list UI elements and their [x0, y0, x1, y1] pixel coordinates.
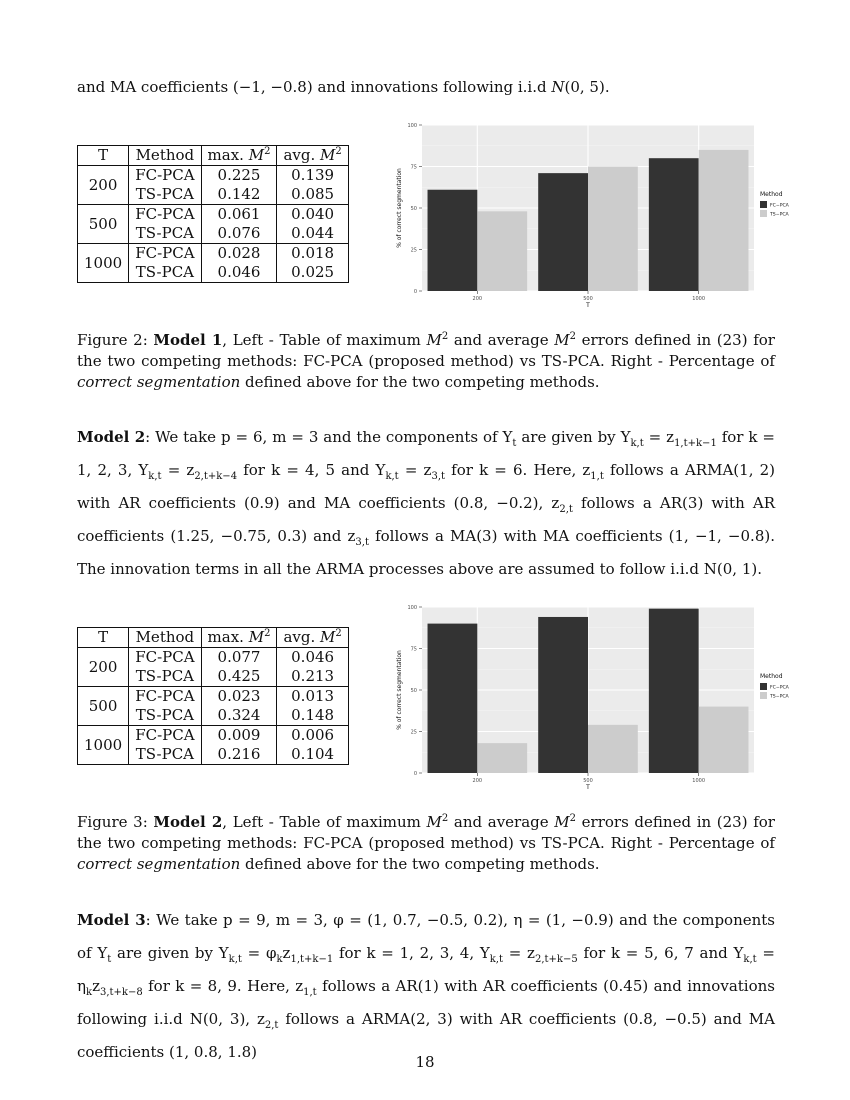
bar-1000-ts-pca — [699, 707, 749, 773]
bar-chart-model2 — [392, 600, 792, 800]
bar-500-fc-pca — [538, 617, 588, 773]
model3-paragraph: Model 3: We take p = 9, m = 3, φ = (1, 0.7, −0.5, 0.2), η = (1, −0.9) and the components of $Y_t$ are given by $Y_{k,t} = \varphi_kz_{1,t+k-1}$ for k = 1, 2, 3, 4, $Y_{k,t} = z_{2,t+k-5}$ for k = 5, 6, 7 and $Y_{k,t} = \eta_kz_{3,t+k-8}$ for k = 8, 9. Here, $z_{1,t}$ follows a AR(1) with AR coefficients (0.45) and innovations following i.i.d N(0, 3), $z_{2,t}$ follows a ARMA(2, 3) with AR coefficients (0.8, −0.5) and MA coefficients (1, 0.8, 1.8) — [77, 911, 775, 1061]
model2-paragraph: Model 2: We take p = 6, m = 3 and the components of $Y_t$ are given by $Y_{k,t} = z_{1,t+k-1}$ for k = 1, 2, 3, $Y_{k,t} = z_{2,t+k-4}$ for k = 4, 5 and $Y_{k,t} = z_{3,t}$ for k = 6. Here, $z_{1,t}$ follows a ARMA(1, 2) with AR coefficients (0.9) and MA coefficients (0.8, −0.2), $z_{2,t}$ follows a AR(3) with AR coefficients (1.25, −0.75, 0.3) and $z_{3,t}$ follows a MA(3) with MA coefficients (1, −1, −0.8). The innovation terms in all the ARMA processes above are assumed to follow i.i.d N(0, 1). — [77, 428, 775, 578]
y-tick-label: 0 — [413, 771, 417, 777]
legend-swatch-fc-pca — [760, 201, 767, 208]
bar-200-ts-pca — [477, 211, 527, 291]
table-row: TS-PCA 0.142 0.085 — [78, 185, 349, 205]
results-table-model1 — [77, 145, 349, 283]
bar-200-fc-pca — [428, 624, 478, 773]
table-row: 1000 FC-PCA 0.009 0.006 — [78, 726, 349, 746]
bar-200-fc-pca — [428, 190, 478, 291]
y-tick-label: 75 — [410, 164, 417, 171]
table-row: 500 FC-PCA 0.061 0.040 — [78, 205, 349, 225]
header-method: Method — [129, 628, 201, 648]
bar-chart-model1 — [392, 118, 792, 318]
y-axis-label: % of correct segmentation — [396, 650, 403, 730]
bar-1000-fc-pca — [649, 158, 699, 291]
bar-200-ts-pca — [477, 743, 527, 773]
legend-swatch-ts-pca — [760, 210, 767, 217]
legend-title: Method — [760, 673, 783, 680]
header-max-m2: max. $M^2$ — [201, 628, 277, 648]
table-row: TS-PCA 0.046 0.025 — [78, 263, 349, 283]
table-row: TS-PCA 0.425 0.213 — [78, 667, 349, 687]
x-tick-label: 200 — [472, 778, 483, 784]
page-number: 18 — [415, 1053, 435, 1071]
bar-500-ts-pca — [588, 167, 638, 292]
x-tick-label: 500 — [583, 296, 593, 302]
table-row: TS-PCA 0.324 0.148 — [78, 706, 349, 726]
header-avg-m2: avg. $M^2$ — [277, 628, 348, 648]
y-tick-label: 50 — [410, 206, 417, 212]
legend-label-fc-pca: FC−PCA — [770, 203, 789, 209]
y-tick-label: 50 — [410, 688, 417, 694]
table-row: TS-PCA 0.216 0.104 — [78, 745, 349, 765]
figure3-caption: Figure 3: Model 2, Left - Table of maximum $M^2$ and average $M^2$ errors defined in (23) for the two competing methods: FC-PCA (proposed method) vs TS-PCA. Right - Percentage of correct segmentation defined above for the two competing methods. — [77, 813, 775, 873]
x-axis-label: T — [586, 784, 590, 791]
table-row: TS-PCA 0.076 0.044 — [78, 224, 349, 244]
table-header-row — [78, 146, 349, 166]
y-tick-label: 0 — [413, 289, 417, 295]
table-header-row — [78, 628, 349, 648]
bar-500-ts-pca — [588, 725, 638, 773]
legend-label-ts-pca: TS−PCA — [770, 212, 789, 218]
header-T: T — [78, 628, 129, 648]
results-table-model2 — [77, 627, 349, 765]
legend-label-ts-pca: TS−PCA — [770, 694, 789, 700]
table-row: 500 FC-PCA 0.023 0.013 — [78, 687, 349, 707]
legend-swatch-fc-pca — [760, 683, 767, 690]
header-T: T — [78, 146, 129, 166]
y-tick-label: 75 — [410, 646, 417, 653]
table-row: 200 FC-PCA 0.225 0.139 — [78, 166, 349, 186]
y-tick-label: 100 — [407, 605, 417, 611]
bar-1000-fc-pca — [649, 609, 699, 773]
legend-label-fc-pca: FC−PCA — [770, 685, 789, 691]
legend-title: Method — [760, 191, 783, 198]
table-row: 200 FC-PCA 0.077 0.046 — [78, 648, 349, 668]
y-tick-label: 25 — [410, 729, 417, 736]
x-tick-label: 1000 — [692, 778, 706, 784]
legend-swatch-ts-pca — [760, 692, 767, 699]
x-axis-label: T — [586, 302, 590, 309]
x-tick-label: 500 — [583, 778, 593, 784]
table-row: 1000 FC-PCA 0.028 0.018 — [78, 244, 349, 264]
y-tick-label: 25 — [410, 247, 417, 254]
figure2-caption: Figure 2: Model 1, Left - Table of maximum $M^2$ and average $M^2$ errors defined in (23) for the two competing methods: FC-PCA (proposed method) vs TS-PCA. Right - Percentage of correct segmentation defined above for the two competing methods. — [77, 331, 775, 391]
x-tick-label: 200 — [472, 296, 483, 302]
bar-1000-ts-pca — [699, 150, 749, 291]
y-axis-label: % of correct segmentation — [396, 168, 403, 248]
header-avg-m2: avg. $M^2$ — [277, 146, 348, 166]
y-tick-label: 100 — [407, 123, 417, 129]
x-tick-label: 1000 — [692, 296, 706, 302]
header-max-m2: max. $M^2$ — [201, 146, 277, 166]
header-method: Method — [129, 146, 201, 166]
chart-svg — [392, 118, 792, 318]
intro-line: and MA coefficients (−1, −0.8) and innovations following i.i.d N(0, 5). — [77, 78, 610, 96]
bar-500-fc-pca — [538, 173, 588, 291]
chart-svg — [392, 600, 792, 800]
